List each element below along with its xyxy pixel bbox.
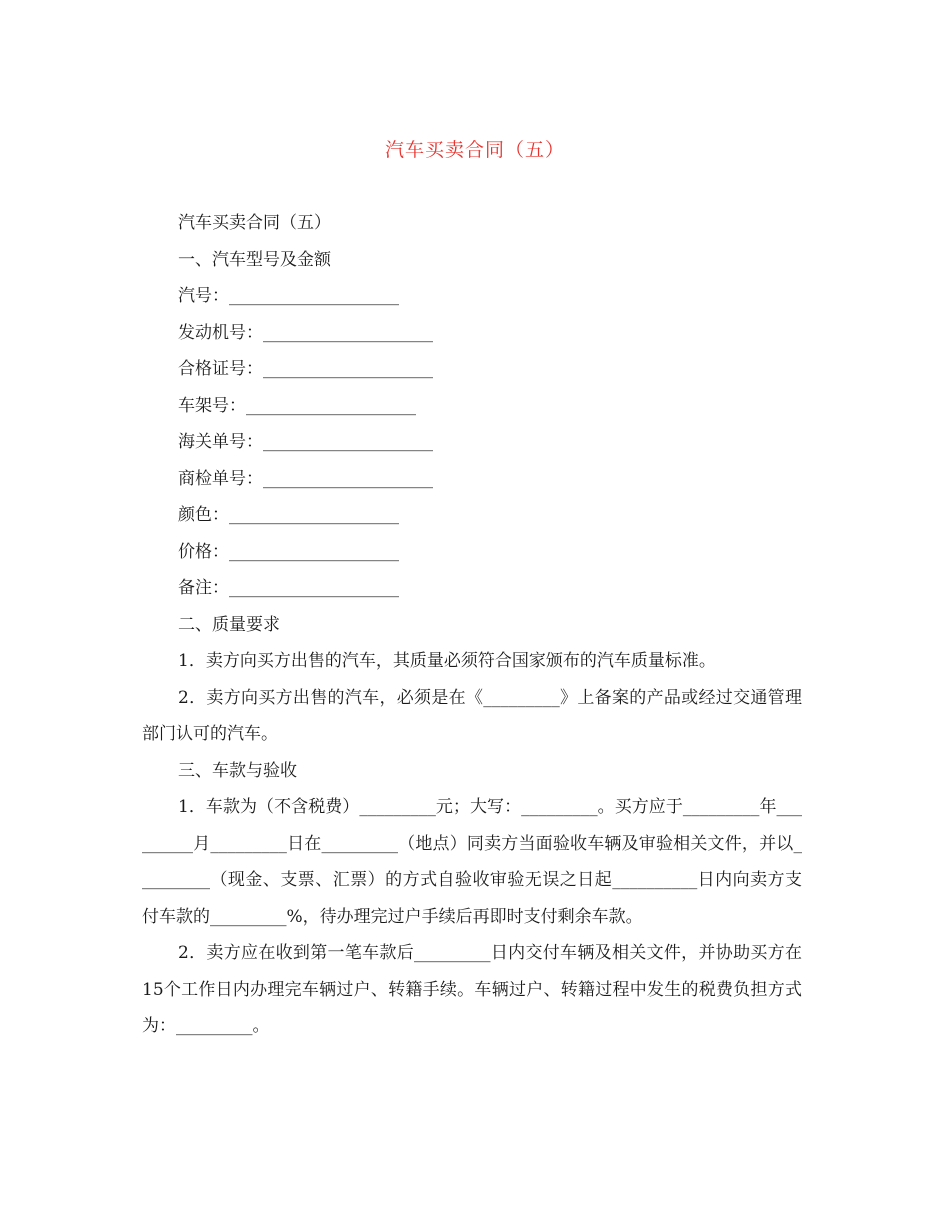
field-customs-number: 海关单号：____________________	[178, 432, 433, 452]
field-certificate-number: 合格证号：____________________	[178, 359, 433, 379]
field-price: 价格：____________________	[178, 541, 399, 562]
section-heading: 一、汽车型号及金额	[178, 249, 331, 270]
document-title: 汽车买卖合同（五）	[384, 139, 565, 161]
clause-paragraph: 2．卖方向买方出售的汽车，必须是在《_________》上备案的产品或经过交通管理部门认可的汽车。	[142, 687, 802, 744]
field-inspection-number: 商检单号：____________________	[178, 468, 433, 489]
contract-heading: 汽车买卖合同（五）	[178, 213, 331, 233]
field-color: 颜色：____________________	[178, 505, 399, 525]
field-frame-number: 车架号：____________________	[178, 395, 416, 416]
section-heading: 二、质量要求	[178, 614, 280, 635]
clause-paragraph: 1．车款为（不含税费）_________元；大写：_________。买方应于_________年_________月_________日在_________（地点）同卖方当面验收车辆及审验相关文件，并以_________（现金、支票、汇票）的方式自验收审验无误之日起__________日内向卖方支付车款的_________%，待办理完过户手续后再即时支付剩余车款。	[142, 797, 802, 927]
clause-paragraph: 1．卖方向买方出售的汽车，其质量必须符合国家颁布的汽车质量标准。	[178, 651, 716, 671]
field-engine-number: 发动机号：____________________	[178, 322, 433, 343]
field-remarks: 备注：____________________	[178, 578, 399, 598]
clause-paragraph: 2．卖方应在收到第一笔车款后_________日内交付车辆及相关文件，并协助买方在15个工作日内办理完车辆过户、转籍手续。车辆过户、转籍过程中发生的税费负担方式为：_________。	[142, 943, 802, 1036]
document-body	[142, 205, 802, 1045]
section-heading: 三、车款与验收	[178, 760, 297, 781]
field-vehicle-number: 汽号：____________________	[178, 286, 399, 306]
